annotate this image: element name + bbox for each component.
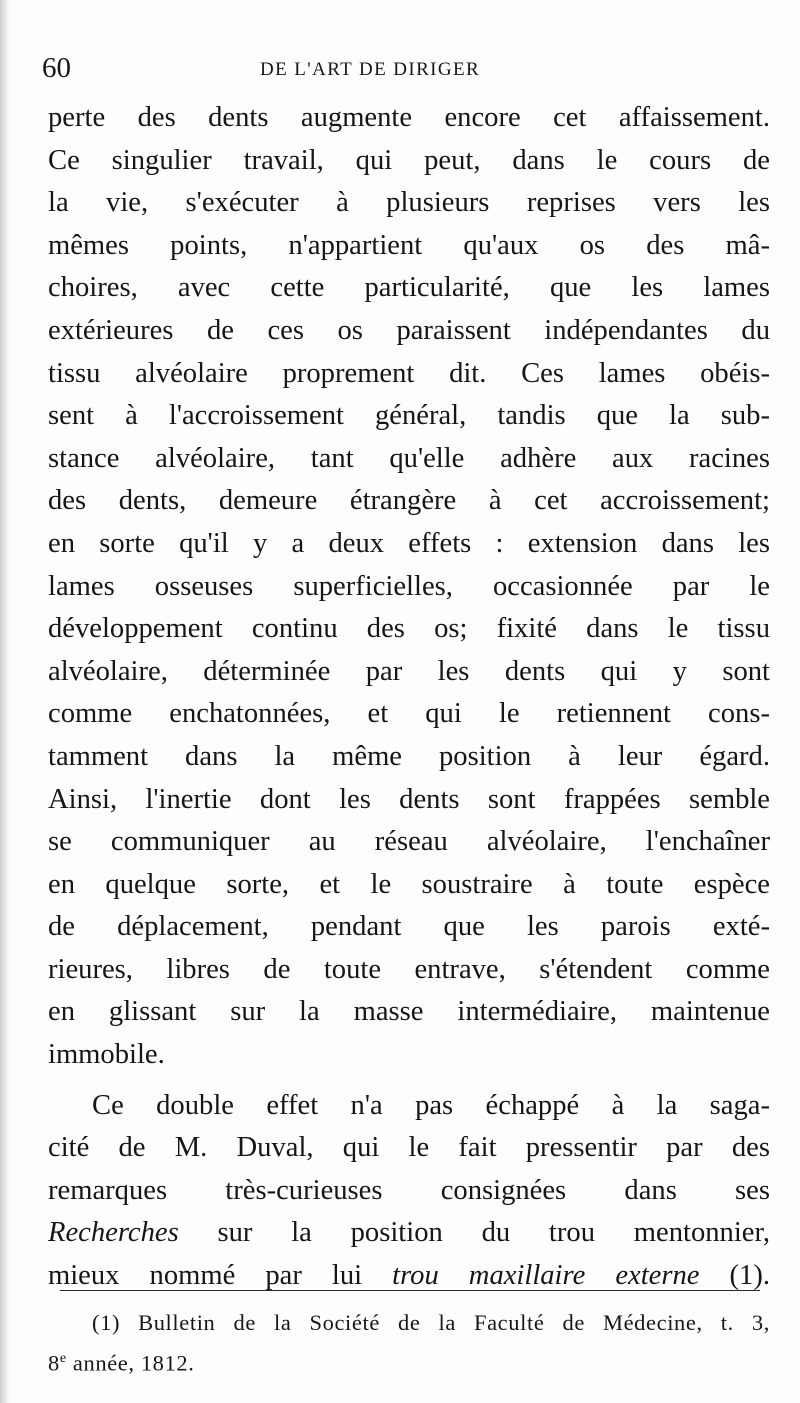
footnote-line	[48, 1341, 770, 1377]
text-line	[48, 1212, 770, 1255]
text-line: alvéolaire, déterminée par les dents qui y sont	[48, 655, 770, 687]
text-line: rieures, libres de toute entrave, s'étendent comme	[48, 953, 770, 985]
text-line: comme enchatonnées, et qui le retiennent cons-	[48, 698, 770, 730]
paragraph-gap	[48, 1077, 770, 1085]
footnote-text: année, 1812.	[66, 1350, 195, 1376]
footnote-line: (1) Bulletin de la Société de la Faculté de Médecine, t. 3,	[92, 1310, 770, 1335]
text-line: remarques très-curieuses consignées dans ses	[48, 1174, 770, 1206]
text-line: des dents, demeure étrangère à cet accroissement;	[48, 485, 770, 517]
text-line: en quelque sorte, et le soustraire à toute espèce	[48, 868, 770, 900]
footnote-sup: e	[59, 1351, 67, 1366]
text-line: en glissant sur la masse intermédiaire, maintenue	[48, 996, 770, 1028]
text-line: mêmes points, n'appartient qu'aux os des mâ-	[48, 229, 770, 261]
running-head: DE L'ART DE DIRIGER	[260, 59, 481, 80]
text-line: cité de M. Duval, qui le fait pressentir par des	[48, 1132, 770, 1164]
text-line: Ce singulier travail, qui peut, dans le cours de	[48, 144, 770, 176]
footnote-rule	[60, 1290, 760, 1291]
page-header	[42, 48, 770, 88]
footnote	[48, 1305, 770, 1377]
page-gutter-shadow	[0, 0, 10, 1403]
text-line: la vie, s'exécuter à plusieurs reprises vers les	[48, 187, 770, 219]
text-line: perte des dents augmente encore cet affaissement.	[48, 102, 770, 133]
text-line: sent à l'accroissement général, tandis que la sub-	[48, 400, 770, 432]
text-line: se communiquer au réseau alvéolaire, l'enchaîner	[48, 826, 770, 858]
text-line: en sorte qu'il y a deux effets : extension dans les	[48, 527, 770, 559]
text-line: extérieures de ces os paraissent indépendantes du	[48, 314, 770, 346]
text-line: Ce double effet n'a pas échappé à la saga-	[92, 1089, 770, 1121]
text-line	[48, 1255, 770, 1298]
text-line: tamment dans la même position à leur égard.	[48, 740, 770, 772]
page-number: 60	[42, 52, 71, 84]
italic-title: Recherches	[48, 1217, 179, 1249]
footnote-ref: (1).	[699, 1260, 770, 1292]
text-line: stance alvéolaire, tant qu'elle adhère aux racines	[48, 442, 770, 474]
text-line: lames osseuses superficielles, occasionnée par le	[48, 570, 770, 602]
text-line: Ainsi, l'inertie dont les dents sont frappées semble	[48, 783, 770, 815]
italic-term: trou maxillaire externe	[392, 1260, 700, 1292]
body-text	[48, 97, 770, 1298]
text-span: sur la position du trou mentonnier,	[178, 1217, 770, 1249]
text-line: choires, avec cette particularité, que les lames	[48, 272, 770, 304]
footnote-num: 8	[48, 1350, 60, 1376]
text-line: de déplacement, pendant que les parois exté-	[48, 911, 770, 943]
text-span: mieux nommé par lui	[48, 1260, 393, 1292]
text-line: tissu alvéolaire proprement dit. Ces lames obéis-	[48, 357, 770, 389]
text-line: développement continu des os; fixité dans le tissu	[48, 613, 770, 645]
text-line: immobile.	[48, 1039, 165, 1071]
